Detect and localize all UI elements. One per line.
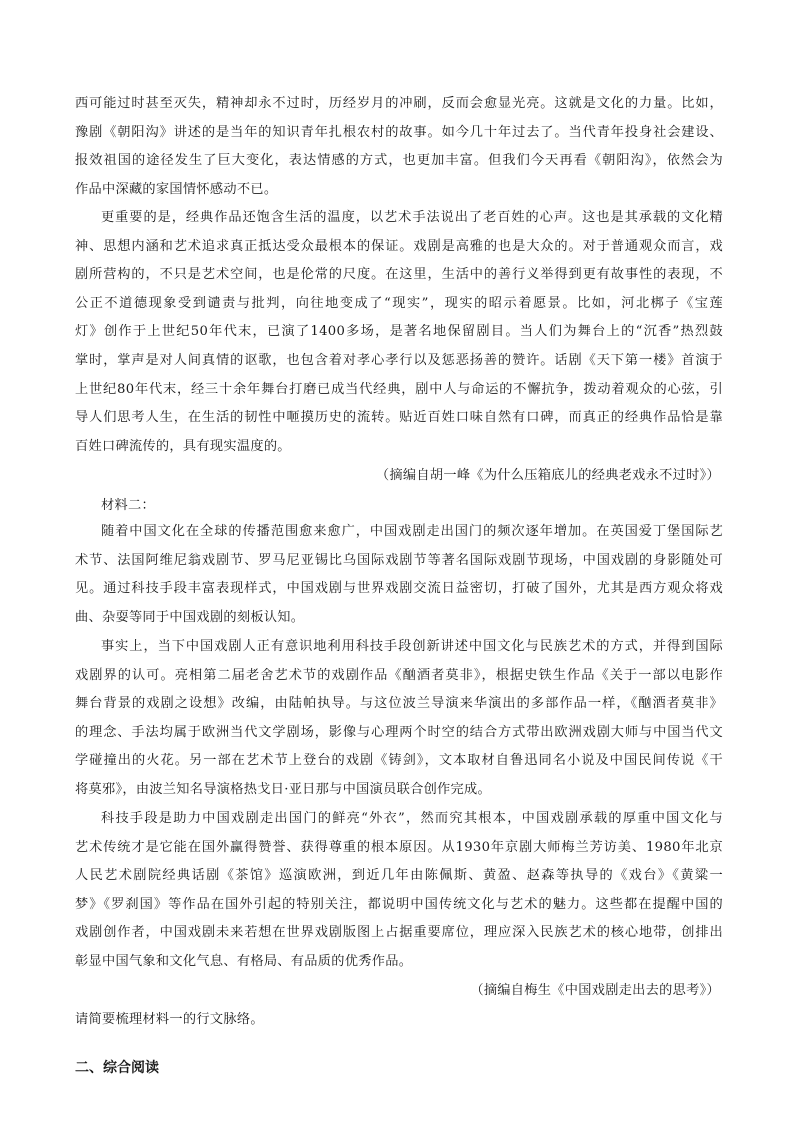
text-line: 导人们思考人生，在生活的韧性中咂摸历史的流转。贴近百姓口味自然有口碑，而真正的经典作品恰是靠 bbox=[75, 410, 723, 426]
text-line: 科技手段是助力中国戏剧走出国门的鲜亮“外衣”，然而究其根本，中国戏剧承载的厚重中国文化与 bbox=[101, 811, 723, 826]
text-line: 报效祖国的途径发生了巨大变化，表达情感的方式，也更加丰富。但我们今天再看《朝阳沟》，依然会为 bbox=[75, 153, 723, 169]
text-line: 舞台背景的戏剧之设想》改编，由陆帕执导。与这位波兰导演来华演出的多部作品一样，《酗酒者莫非》 bbox=[75, 696, 723, 712]
material2-paragraph-1 bbox=[75, 518, 723, 632]
text-line: 豫剧《朝阳沟》讲述的是当年的知识青年扎根农村的故事。如今几十年过去了。当代青年投身社会建设、 bbox=[75, 124, 723, 140]
text-line: 术节、法国阿维尼翁戏剧节、罗马尼亚锡比乌国际戏剧节等著名国际戏剧节现场，中国戏剧的身影随处可 bbox=[75, 552, 723, 568]
text-line: 梦》《罗刹国》等作品在国外引起的特别关注，都说明中国传统文化与艺术的魅力。这些都在提醒中国的 bbox=[75, 896, 723, 912]
text-line: 公正不道德现象受到谴责与批判，向往地变成了“现实”，现实的昭示着愿景。比如，河北梆子《宝莲 bbox=[75, 295, 723, 311]
text-line: 随着中国文化在全球的传播范围愈来愈广，中国戏剧走出国门的频次逐年增加。在英国爱丁堡国际艺 bbox=[101, 524, 723, 539]
text-line: 将莫邪》，由波兰知名导演格热戈日·亚日那与中国演员联合创作完成。 bbox=[75, 781, 492, 797]
text-line: 见。通过科技手段丰富表现样式，中国戏剧与世界戏剧交流日益密切，打破了国外，尤其是西方观众将戏 bbox=[75, 581, 723, 597]
text-line: 人民艺术剧院经典话剧《茶馆》巡演欧洲，到近几年由陈佩斯、黄盈、赵森等执导的《戏台》《黄粱一 bbox=[75, 868, 723, 884]
text-line: 的理念、手法均属于欧洲当代文学剧场，影像与心理两个时空的结合方式带出欧洲戏剧大师与中国当代文 bbox=[75, 724, 723, 740]
text-line: 曲、杂耍等同于中国戏剧的刻板认知。 bbox=[75, 609, 305, 625]
material1-paragraph-1 bbox=[75, 90, 723, 204]
material2-paragraph-3 bbox=[75, 805, 723, 977]
material1-paragraph-2 bbox=[75, 204, 723, 461]
material2-paragraph-2 bbox=[75, 633, 723, 805]
text-line: 戏剧界的认可。亮相第二届老舍艺术节的戏剧作品《酗酒者莫非》，根据史铁生作品《关于一部以电影作 bbox=[75, 667, 723, 683]
text-line: 戏剧创作者，中国戏剧未来若想在世界戏剧版图上占据重要席位，理应深入民族艺术的核心地带，创排出 bbox=[75, 925, 723, 941]
material1-source: （摘编自胡一峰《为什么压箱底儿的经典老戏永不过时》） bbox=[375, 468, 720, 483]
text-line: 作品中深藏的家国情怀感动不已。 bbox=[75, 181, 278, 197]
text-line: 西可能过时甚至灭失，精神却永不过时，历经岁月的冲刷，反而会愈显光亮。这就是文化的力量。比如， bbox=[75, 96, 723, 111]
text-line: 彰显中国气象和文化气息、有格局、有品质的优秀作品。 bbox=[75, 953, 413, 969]
text-line: 掌时，掌声是对人间真情的讴歌，也包含着对孝心孝行以及惩恶扬善的赞许。话剧《天下第一楼》首演于 bbox=[75, 352, 723, 368]
material2-label: 材料二： bbox=[101, 498, 155, 513]
text-line: 神、思想内涵和艺术追求真正抵达受众最根本的保证。戏剧是高雅的也是大众的。对于普通观众而言，戏 bbox=[75, 238, 723, 254]
text-line: 上世纪80年代末，经三十余年舞台打磨已成当代经典，剧中人与命运的不懈抗争，拨动着观众的心弦，引 bbox=[75, 381, 723, 397]
text-line: 灯》创作于上世纪50年代末，已演了1400多场，是著名地保留剧目。当人们为舞台上的“沉香”热烈鼓 bbox=[75, 324, 723, 340]
material2-source: （摘编自梅生《中国戏剧走出去的思考》） bbox=[470, 983, 720, 998]
text-line: 剧所营构的，不只是艺术空间，也是伦常的尺度。在这里，生活中的善行义举得到更有故事性的表现，不 bbox=[75, 267, 723, 283]
text-line: 艺术传统才是它能在国外赢得赞誉、获得尊重的根本原因。从1930年京剧大师梅兰芳访美、1980年北京 bbox=[75, 839, 723, 855]
text-line: 事实上，当下中国戏剧人正有意识地利用科技手段创新讲述中国文化与民族艺术的方式，并得到国际 bbox=[101, 639, 723, 654]
section-heading: 二、综合阅读 bbox=[75, 1060, 159, 1076]
text-line: 更重要的是，经典作品还饱含生活的温度，以艺术手法说出了老百姓的心声。这也是其承载的文化精 bbox=[101, 210, 723, 225]
question-text: 请简要梳理材料一的行文脉络。 bbox=[75, 1012, 264, 1027]
text-line: 学碰撞出的火花。另一部在艺术节上登台的戏剧《铸剑》，文本取材自鲁迅同名小说及中国民间传说《干 bbox=[75, 753, 723, 769]
text-line: 百姓口碑流传的，具有现实温度的。 bbox=[75, 438, 291, 454]
